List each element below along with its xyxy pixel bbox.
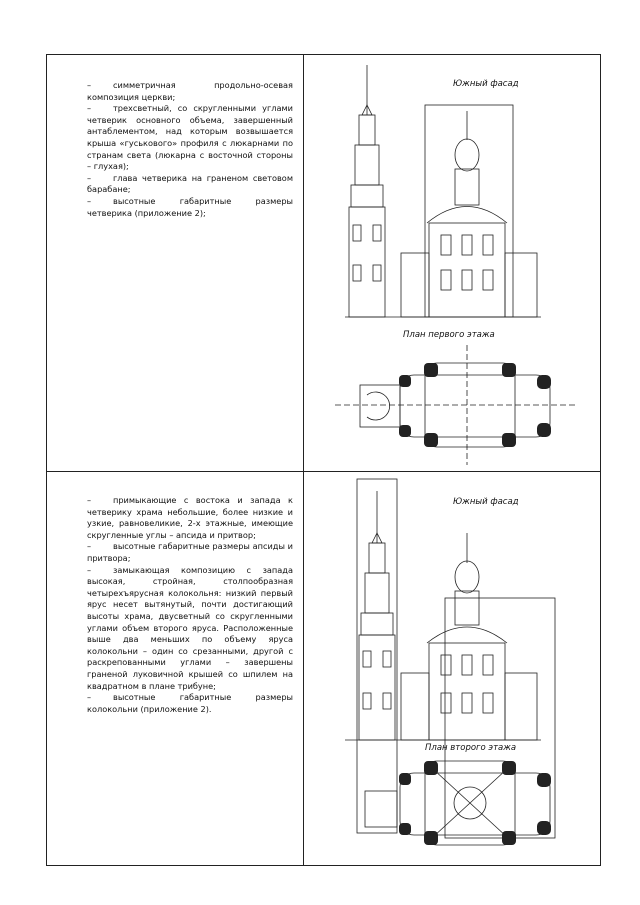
section1-item: – глава четверика на граненом световом барабане; — [87, 172, 293, 195]
facade-title: Южный фасад — [453, 497, 519, 507]
section2-text — [87, 495, 293, 715]
church-facade-plan-svg — [305, 473, 601, 865]
section1-text — [87, 80, 293, 219]
church-drawing-2 — [305, 473, 601, 865]
plan-title: План второго этажа — [425, 743, 517, 753]
section2-item: – примыкающие с востока и запада к четверику храма небольшие, более низкие и узкие, равновеликие, 2-х этажные, имеющие скругленные углы – апсида и притвор; — [87, 495, 293, 540]
facade-title: Южный фасад — [453, 79, 519, 89]
document-frame — [46, 54, 601, 866]
column-divider — [303, 55, 304, 865]
section1-item: – высотные габаритные размеры четверика (приложение 2); — [87, 195, 293, 218]
row-divider — [47, 471, 600, 472]
church-facade-plan-svg — [305, 55, 601, 470]
section2-item: – высотные габаритные размеры колокольни (приложение 2). — [87, 692, 293, 714]
church-drawing-1 — [305, 55, 601, 470]
section1-item: – симметричная продольно-осевая композиция церкви; — [87, 80, 293, 102]
plan-title: План первого этажа — [403, 330, 495, 340]
section2-item: – замыкающая композицию с запада высокая, стройная, столпообразная четырехъярусная колокольня: низкий первый ярус несет вытянутый, почти достигающий высоты храма, двусветный со скругленными углами объем второго яруса. Расположенные выше два меньших по объему яруса колокольни – один со срезанными, другой с раскрепованными углами – завершены граненой луковичной крышей со шпилем на квадратном в плане трибуне; — [87, 564, 293, 691]
section2-item: – высотные габаритные размеры апсиды и притвора; — [87, 541, 293, 563]
section1-item: – трехсветный, со скругленными углами четверик основного объема, завершенный антаблементом, над которым возвышается крыша «гуськового» профиля с люкарнами по странам света (люкарна с восточной стороны – глухая); — [87, 103, 293, 172]
